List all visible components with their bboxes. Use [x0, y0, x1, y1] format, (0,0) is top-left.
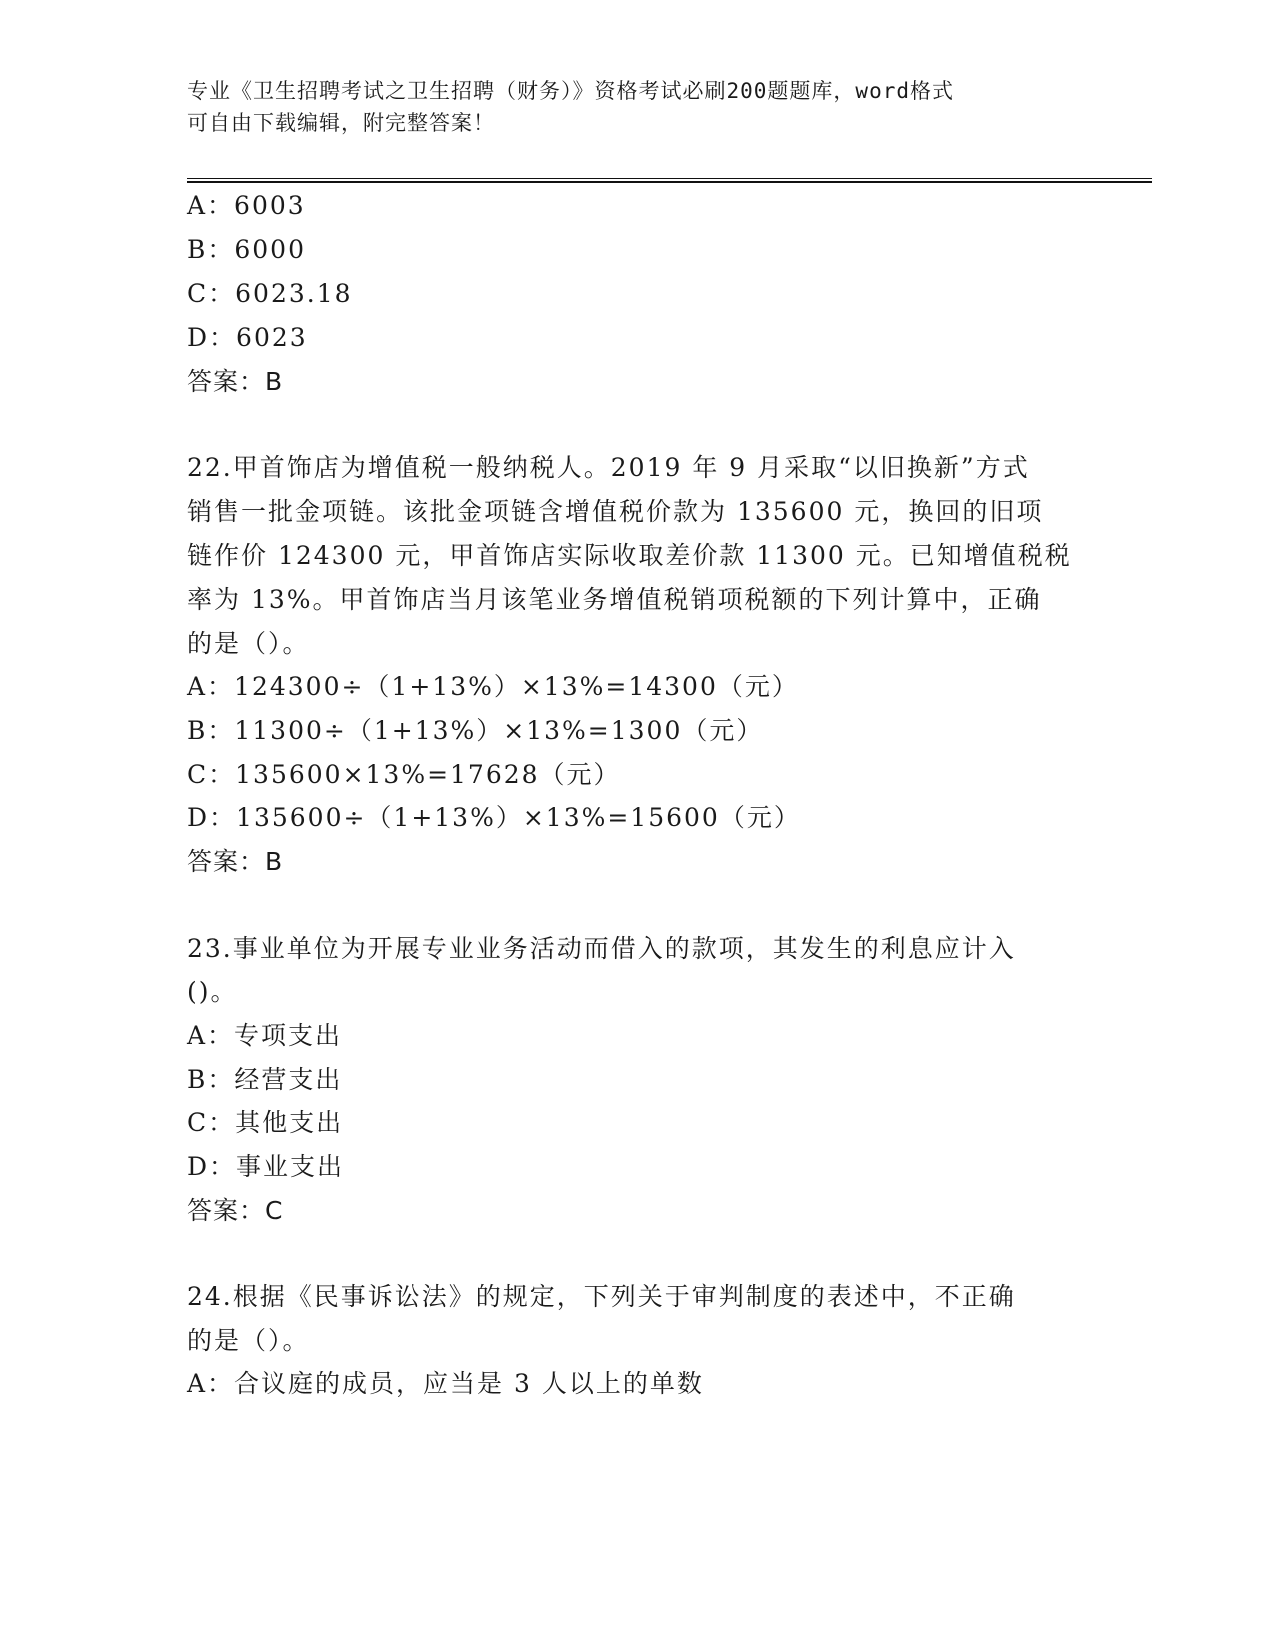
option-b: B：6000 [187, 235, 306, 264]
question-stem-line: 链作价 124300 元，甲首饰店实际收取差价款 11300 元。已知增值税税 [187, 541, 1072, 570]
option-d: D：事业支出 [187, 1152, 345, 1181]
option-c: C：其他支出 [187, 1108, 344, 1137]
option-a: A：124300÷（1+13%）×13%=14300（元） [187, 672, 799, 701]
option-d: D：6023 [187, 323, 308, 352]
question-stem-line: 的是（）。 [187, 629, 310, 658]
question-stem-line: 22.甲首饰店为增值税一般纳税人。2019 年 9 月采取“以旧换新”方式 [187, 453, 1030, 482]
option-b: B：经营支出 [187, 1065, 343, 1094]
header-title-line-1: 专业《卫生招聘考试之卫生招聘（财务）》资格考试必刷200题题库，word格式 [187, 79, 954, 103]
option-b: B：11300÷（1+13%）×13%=1300（元） [187, 716, 764, 745]
answer: 答案：B [187, 367, 284, 396]
option-a: A：专项支出 [187, 1021, 343, 1050]
answer: 答案：C [187, 1196, 284, 1225]
answer: 答案：B [187, 847, 284, 876]
document-header [187, 75, 1067, 139]
question-stem-line: 率为 13%。甲首饰店当月该笔业务增值税销项税额的下列计算中，正确 [187, 585, 1042, 614]
option-d: D：135600÷（1+13%）×13%=15600（元） [187, 803, 801, 832]
option-a: A：合议庭的成员，应当是 3 人以上的单数 [187, 1369, 704, 1398]
question-stem-line: 销售一批金项链。该批金项链含增值税价款为 135600 元，换回的旧项 [187, 497, 1044, 526]
question-stem-line: 的是（）。 [187, 1326, 310, 1355]
option-c: C：135600×13%=17628（元） [187, 760, 621, 789]
question-stem-line: ()。 [187, 977, 238, 1006]
option-a: A：6003 [187, 191, 306, 220]
question-stem-line: 24.根据《民事诉讼法》的规定，下列关于审判制度的表述中，不正确 [187, 1282, 1016, 1311]
question-stem-line: 23.事业单位为开展专业业务活动而借入的款项，其发生的利息应计入 [187, 934, 1016, 963]
header-divider [187, 178, 1152, 183]
header-title-line-2: 可自由下载编辑，附完整答案！ [187, 111, 495, 135]
option-c: C：6023.18 [187, 279, 353, 308]
